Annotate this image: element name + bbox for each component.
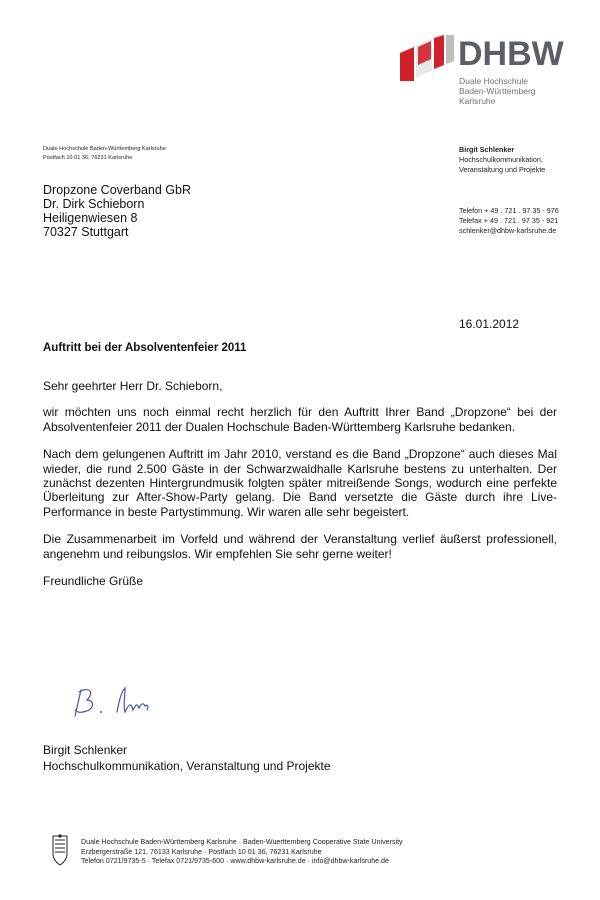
logo-subtitle-line: Baden-Württemberg [459,86,536,96]
dhbw-logo [398,35,568,110]
contact-dept: Hochschulkommunikation, [459,155,543,164]
logo-wordmark: DHBW [458,35,564,73]
letter-body [43,379,557,588]
recipient-line: 70327 Stuttgart [43,225,129,239]
letter-subject: Auftritt bei der Absolventenfeier 2011 [43,342,247,354]
recipient-line: Dropzone Coverband GbR [43,183,191,197]
salutation: Sehr geehrter Herr Dr. Schieborn, [43,379,223,393]
body-paragraph: Die Zusammenarbeit im Vorfeld und während der Veranstaltung verlief äußerst professionell, angenehm und reibungslos. Wir empfehlen Sie sehr gerne weiter! [43,532,557,561]
contact-name: Birgit Schlenker [459,145,515,154]
footer-line: Telefon 0721/9735-5 · Telefax 0721/9735-600 · www.dhbw-karlsruhe.de · info@dhbw-karlsruhe.de [81,857,389,866]
body-paragraph: wir möchten uns noch einmal recht herzlich für den Auftritt Ihrer Band „Dropzone“ bei der Absolventenfeier 2011 der Dualen Hochschule Baden-Württemberg Karlsruhe bedanken. [43,405,557,434]
footer-line: Erzbergerstraße 121, 76133 Karlsruhe · Postfach 10 01 36, 76231 Karlsruhe [81,847,322,856]
body-paragraph: Nach dem gelungenen Auftritt im Jahr 2010, verstand es die Band „Dropzone“ auch dieses Mal wieder, die rund 2.500 Gäste in der Schwarzwaldhalle Karlsruhe bestens zu unterhalten. Der zunächst dezenten Hintergrundmusik folgten später mitreißende Songs, wodurch eine perfekte Überleitung zur After-Show-Party gelang. Die Band versetzte die Gäste durch ihre Live-Performance in beste Partystimmung. Wir waren alle sehr begeistert. [43,447,557,519]
signer-block [43,742,331,774]
sender-line: Duale Hochschule Baden-Württemberg Karlsruhe [43,146,166,152]
state-coat-of-arms-icon [50,834,70,868]
contact-phone: Telefon + 49 . 721 . 97 35 - 976 [459,206,559,215]
closing: Freundliche Grüße [43,574,144,589]
contact-dept: Veranstaltung und Projekte [459,165,546,174]
contact-email[interactable]: schlenker@dhbw-karlsruhe.de [459,226,557,235]
sender-address [43,145,166,163]
letter-footer [81,838,403,867]
letter-date: 16.01.2012 [459,317,520,331]
logo-subtitle [459,76,536,106]
recipient-address [43,183,191,239]
contact-fax: Telefax + 49 . 721 . 97 35 - 921 [459,216,559,225]
recipient-line: Dr. Dirk Schieborn [43,197,145,211]
signer-title: Hochschulkommunikation, Veranstaltung und Projekte [43,759,331,773]
logo-subtitle-line: Karlsruhe [459,96,496,106]
contact-block [459,145,559,236]
handwritten-signature [65,680,185,725]
footer-line: Duale Hochschule Baden-Württemberg Karlsruhe · Baden-Wuerttemberg Cooperative State University [81,838,403,846]
sender-line: Postfach 10 01 36, 76231 Karlsruhe [43,155,133,161]
recipient-line: Heiligenwiesen 8 [43,211,138,225]
logo-subtitle-line: Duale Hochschule [459,76,528,86]
dhbw-logo-mark-icon [398,35,456,81]
signer-name: Birgit Schlenker [43,743,128,757]
